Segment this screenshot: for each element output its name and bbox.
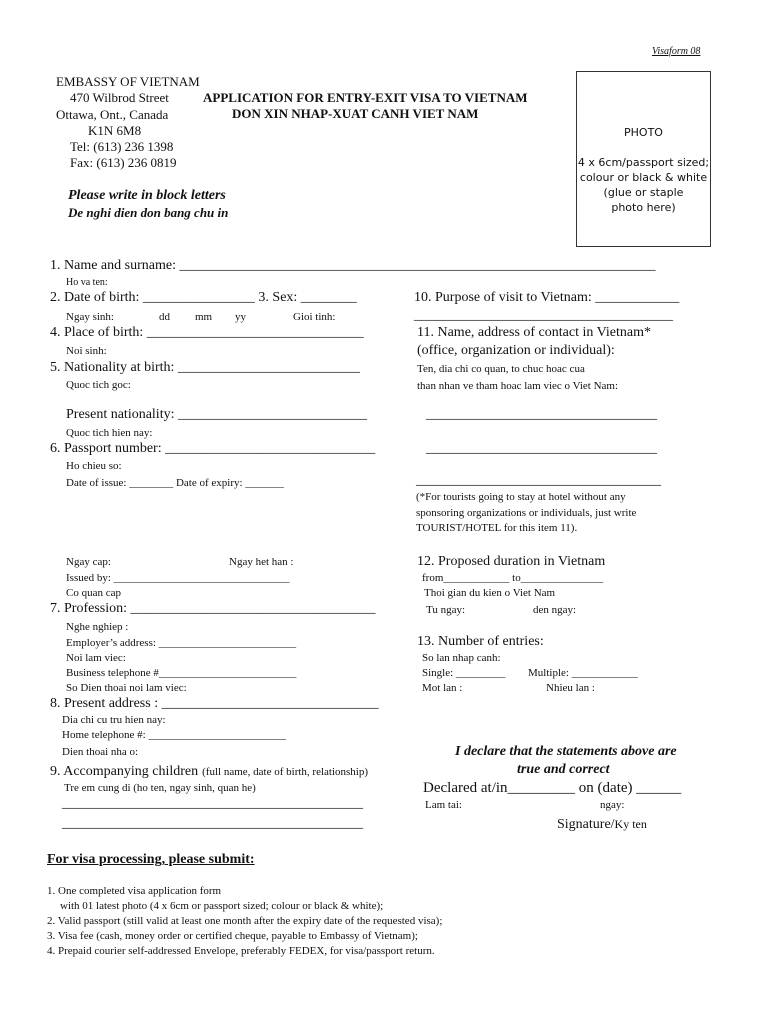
signature-label: Signature/: [557, 817, 615, 832]
submit-item-2: 2. Valid passport (still valid at least one month after the expiry date of the requested visa);: [47, 915, 443, 927]
field-name-vn: Ho va ten:: [66, 277, 108, 288]
contact-line-3[interactable]: ___________________________________: [416, 473, 661, 488]
field-home-tel-vn: Dien thoai nha o:: [62, 746, 139, 758]
field-home-tel[interactable]: Home telephone #: _________________________: [62, 729, 286, 741]
declaration-line1: I declare that the statements above are: [455, 744, 677, 759]
field-purpose[interactable]: 10. Purpose of visit to Vietnam: ____________: [414, 290, 680, 305]
field-issue-expiry[interactable]: Date of issue: ________ Date of expiry: _______: [66, 477, 284, 489]
field-nationality-birth[interactable]: 5. Nationality at birth: __________________________: [50, 360, 360, 375]
children-line-1[interactable]: ___________________________________________: [62, 796, 363, 811]
declaration-ngay: ngay:: [600, 799, 625, 811]
tu-ngay: Tu ngay:: [426, 604, 466, 616]
ngay-cap: Ngay cap:: [66, 556, 111, 568]
contact-line-2[interactable]: _________________________________: [426, 441, 657, 456]
embassy-postal: K1N 6M8: [88, 123, 142, 138]
instruction-vn: De nghi dien don bang chu in: [68, 205, 229, 220]
embassy-tel: Tel: (613) 236 1398: [70, 139, 174, 154]
dob-yy: yy: [235, 311, 246, 323]
signature[interactable]: [557, 815, 647, 833]
den-ngay: den ngay:: [533, 604, 577, 616]
field-place-of-birth-vn: Noi sinh:: [66, 345, 107, 357]
field-place-of-birth[interactable]: 4. Place of birth: _______________________________: [50, 325, 364, 340]
declaration-line2: true and correct: [517, 762, 610, 777]
ngay-het-han: Ngay het han :: [229, 556, 294, 568]
field-issued-by[interactable]: Issued by: ________________________________: [66, 572, 290, 584]
field-name[interactable]: 1. Name and surname: ____________________________________________________________________: [50, 258, 656, 273]
submit-heading: For visa processing, please submit:: [47, 852, 255, 867]
co-quan-cap: Co quan cap: [66, 587, 121, 599]
field-business-tel[interactable]: Business telephone #_________________________: [66, 667, 297, 679]
field-dob-sex[interactable]: 2. Date of birth: ________________ 3. Sex: ________: [50, 290, 357, 305]
field-entries-vn: So lan nhap canh:: [422, 652, 501, 664]
field-purpose-line[interactable]: _____________________________________: [414, 308, 673, 323]
field-employer-vn: Noi lam viec:: [66, 652, 126, 664]
submit-item-1: 1. One completed visa application form: [47, 885, 222, 897]
contact-note-3: TOURIST/HOTEL for this item 11).: [416, 522, 578, 534]
photo-box: [576, 71, 711, 247]
contact-note-2: sponsoring organizations or individuals, just write: [416, 507, 637, 519]
instruction-en: Please write in block letters: [68, 188, 226, 203]
field-present-address-vn: Dia chi cu tru hien nay:: [62, 714, 166, 726]
field-contact: 11. Name, address of contact in Vietnam*: [417, 325, 651, 340]
mot-lan: Mot lan :: [422, 682, 463, 694]
field-multiple[interactable]: Multiple: ____________: [528, 667, 638, 679]
field-business-tel-vn: So Dien thoai noi lam viec:: [66, 682, 187, 694]
dob-dd: dd: [159, 311, 170, 323]
field-employer-address[interactable]: Employer’s address: _________________________: [66, 637, 297, 649]
field-children-label: 9. Accompanying children: [50, 764, 199, 779]
field-entries: 13. Number of entries:: [417, 634, 544, 649]
field-nationality-birth-vn: Quoc tich goc:: [66, 379, 131, 391]
field-single[interactable]: Single: _________: [422, 667, 506, 679]
field-contact-vn2: than nhan ve tham hoac lam viec o Viet Nam:: [417, 380, 619, 392]
field-present-nationality[interactable]: Present nationality: ___________________________: [66, 407, 367, 422]
dob-mm: mm: [195, 311, 213, 323]
field-contact-vn1: Ten, dia chi co quan, to chuc hoac cua: [417, 363, 585, 375]
photo-line3: (glue or staple: [603, 186, 684, 199]
children-line-2[interactable]: ___________________________________________: [62, 816, 363, 831]
title-vn: DON XIN NHAP-XUAT CANH VIET NAM: [232, 106, 479, 121]
field-profession-vn: Nghe nghiep :: [66, 621, 129, 633]
embassy-fax: Fax: (613) 236 0819: [70, 155, 177, 170]
field-duration: 12. Proposed duration in Vietnam: [417, 554, 606, 569]
contact-line-1[interactable]: _________________________________: [426, 407, 657, 422]
submit-item-4: 4. Prepaid courier self-addressed Envelope, preferably FEDEX, for visa/passport return.: [47, 945, 435, 957]
photo-line1: 4 x 6cm/passport sized;: [577, 156, 710, 169]
field-passport-number[interactable]: 6. Passport number: ______________________________: [50, 441, 376, 456]
nhieu-lan: Nhieu lan :: [546, 682, 595, 694]
field-dob-vn: Ngay sinh:: [66, 311, 114, 323]
field-children: [50, 762, 368, 780]
contact-note-1: (*For tourists going to stay at hotel without any: [416, 491, 626, 503]
field-contact-b: (office, organization or individual):: [417, 343, 615, 358]
declared-at[interactable]: Declared at/in_________ on (date) ______: [423, 780, 682, 796]
submit-item-1b: with 01 latest photo (4 x 6cm or passport sized; colour or black & white);: [60, 900, 384, 912]
field-sex-vn: Gioi tinh:: [293, 311, 336, 323]
field-present-address[interactable]: 8. Present address : _______________________________: [50, 696, 379, 711]
title-en: APPLICATION FOR ENTRY-EXIT VISA TO VIETNAM: [203, 90, 528, 105]
field-children-vn: Tre em cung di (ho ten, ngay sinh, quan he): [64, 782, 256, 794]
field-passport-vn: Ho chieu so:: [66, 460, 122, 472]
field-duration-vn: Thoi gian du kien o Viet Nam: [424, 587, 556, 599]
form-id: Visaform 08: [652, 46, 701, 57]
field-present-nationality-vn: Quoc tich hien nay:: [66, 427, 153, 439]
embassy-name: EMBASSY OF VIETNAM: [56, 74, 200, 89]
field-profession[interactable]: 7. Profession: ___________________________________: [50, 601, 376, 616]
embassy-city: Ottawa, Ont., Canada: [56, 107, 169, 122]
lam-tai: Lam tai:: [425, 799, 462, 811]
field-children-note: (full name, date of birth, relationship): [202, 766, 369, 778]
ky-ten: Ky ten: [614, 817, 647, 831]
photo-line4: photo here): [611, 201, 676, 214]
photo-line2: colour or black & white: [579, 171, 708, 184]
embassy-street: 470 Wilbrod Street: [70, 90, 169, 105]
photo-label: PHOTO: [624, 126, 663, 139]
field-duration-from-to[interactable]: from____________ to_______________: [422, 572, 604, 584]
submit-item-3: 3. Visa fee (cash, money order or certified cheque, payable to Embassy of Vietnam);: [47, 930, 418, 942]
